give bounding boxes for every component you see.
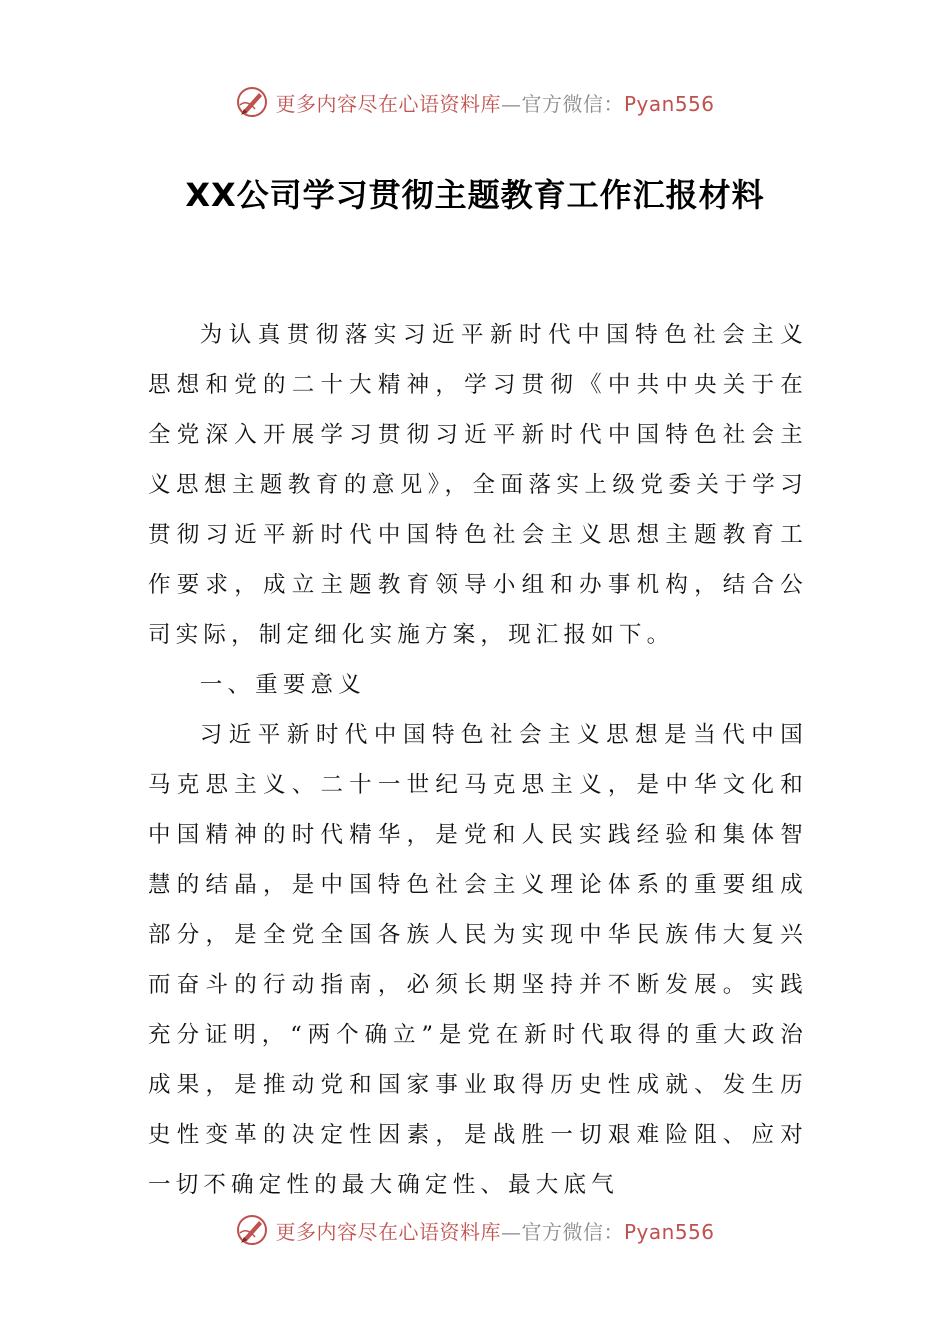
watermark-separator: — <box>500 1219 522 1244</box>
watermark-wechat-id: Pyan556 <box>623 1219 715 1244</box>
pen-logo-icon <box>235 85 269 119</box>
document-title: XX公司学习贯彻主题教育工作汇报材料 <box>185 176 765 214</box>
section-heading: 一、重要意义 <box>199 672 366 698</box>
watermark-wechat-id: Pyan556 <box>623 91 715 116</box>
body-paragraph: 为认真贯彻落实习近平新时代中国特色社会主义思想和党的二十大精神，学习贯彻《中共中央关于在全党深入开展学习贯彻习近平新时代中国特色社会主义思想主题教育的意见》，全面落实上级党委关于学习贯彻习近平新时代中国特色社会主义思想主题教育工作要求，成立主题教育领导小组和办事机构，结合公司实际，制定细化实施方案，现汇报如下。 <box>148 322 808 648</box>
watermark-text <box>275 88 714 117</box>
watermark-text <box>275 1216 714 1245</box>
footer-watermark-banner <box>0 1208 950 1252</box>
watermark-site-text: 更多内容尽在心语资料库 <box>275 1219 501 1244</box>
body-paragraph: 习近平新时代中国特色社会主义思想是当代中国马克思主义、二十一世纪马克思主义，是中华文化和中国精神的时代精华，是党和人民实践经验和集体智慧的结晶，是中国特色社会主义理论体系的重要组成部分，是全党全国各族人民为实现中华民族伟大复兴而奋斗的行动指南，必须长期坚持并不断发展。实践充分证明，“两个确立”是党在新时代取得的重大政治成果，是推动党和国家事业取得历史性成就、发生历史性变革的决定性因素，是战胜一切艰难险阻、应对一切不确定性的最大确定性、最大底气 <box>148 722 808 1198</box>
pen-logo-icon <box>235 1213 269 1247</box>
watermark-separator: — <box>500 91 522 116</box>
watermark-site-text: 更多内容尽在心语资料库 <box>275 91 501 116</box>
watermark-wechat-label: 官方微信： <box>521 91 624 116</box>
document-body <box>148 310 808 1210</box>
watermark-wechat-label: 官方微信： <box>521 1219 624 1244</box>
header-watermark-banner <box>0 80 950 124</box>
